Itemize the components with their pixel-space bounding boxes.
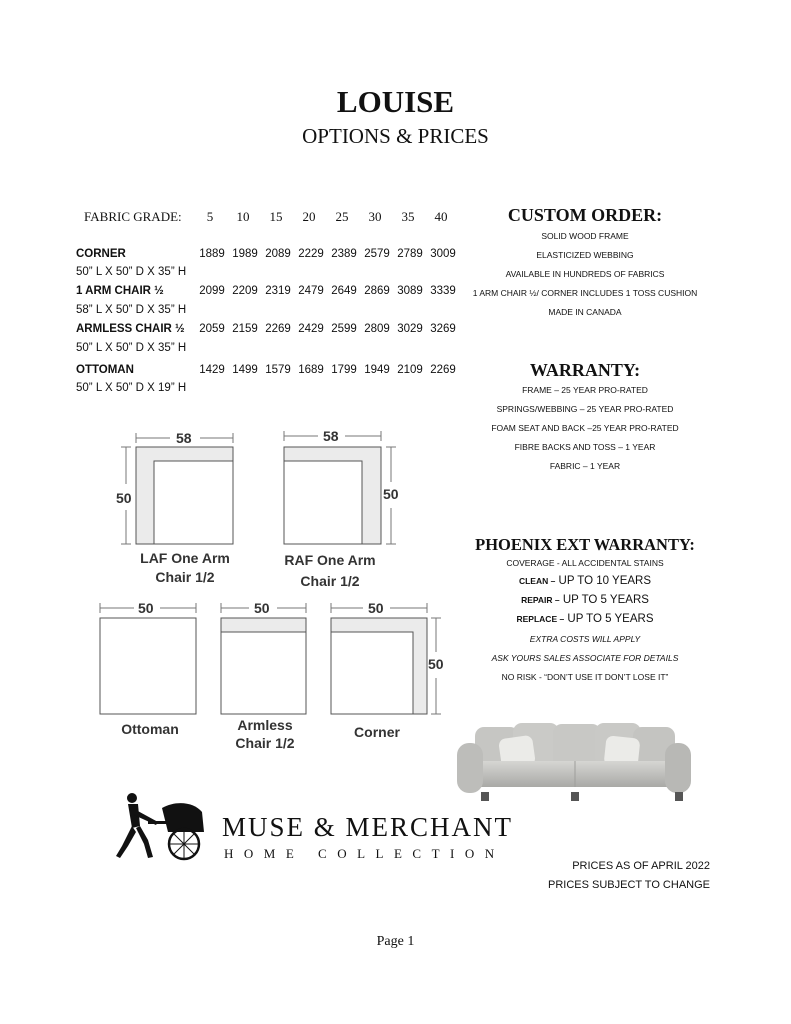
price-cell: 2209	[232, 285, 258, 297]
laf-label: Chair 1/2	[155, 569, 215, 585]
row-dims-corner: 50” L X 50” D X 35” H	[76, 266, 187, 278]
page-subtitle: OPTIONS & PRICES	[302, 124, 489, 148]
laf-label: LAF One Arm	[140, 550, 230, 566]
raf-label: Chair 1/2	[300, 573, 360, 589]
armless-label: Armless	[237, 717, 293, 733]
row-name-corner: CORNER	[76, 248, 126, 260]
raf-label: RAF One Arm	[284, 552, 376, 568]
corner-label: Corner	[354, 724, 400, 740]
rickshaw-logo-icon	[108, 788, 216, 863]
phoenix-value: UP TO 5 YEARS	[559, 594, 649, 606]
price-cell: 2809	[364, 323, 390, 335]
row-name-armless-chair: ARMLESS CHAIR ½	[76, 323, 185, 335]
phoenix-heading: PHOENIX EXT WARRANTY:	[475, 535, 695, 554]
price-cell: 2319	[265, 285, 291, 297]
price-cell: 2579	[364, 248, 390, 260]
row-dims-armless-chair: 50” L X 50” D X 35” H	[76, 342, 187, 354]
price-cell: 3009	[430, 248, 456, 260]
custom-order-line: 1 ARM CHAIR ½/ CORNER INCLUDES 1 TOSS CUSHION	[472, 288, 698, 298]
phoenix-note: NO RISK - “DON’T USE IT DON’T LOSE IT”	[501, 672, 669, 682]
page-number: Page 1	[376, 934, 415, 949]
page-title: LOUISE	[336, 84, 455, 119]
price-cell: 1689	[298, 364, 324, 376]
price-cell: 2789	[397, 248, 423, 260]
warranty-heading: WARRANTY:	[529, 360, 641, 380]
price-cell: 2109	[397, 364, 423, 376]
price-cell: 1889	[199, 248, 225, 260]
price-cell: 2649	[331, 285, 357, 297]
phoenix-value: UP TO 5 YEARS	[564, 613, 654, 625]
custom-order-line: SOLID WOOD FRAME	[541, 231, 629, 241]
warranty-line: FOAM SEAT AND BACK –25 YEAR PRO-RATED	[491, 423, 679, 433]
price-cell: 1989	[232, 248, 258, 260]
armless-width: 50	[254, 600, 270, 616]
price-cell: 1949	[364, 364, 390, 376]
price-cell: 2099	[199, 285, 225, 297]
phoenix-key: REPAIR –	[521, 595, 560, 605]
laf-depth: 50	[116, 490, 132, 506]
sofa-image	[455, 715, 695, 807]
brand-sub: HOME COLLECTION	[224, 846, 505, 861]
price-cell: 3269	[430, 323, 456, 335]
armless-label: Chair 1/2	[235, 735, 295, 751]
price-cell: 2059	[199, 323, 225, 335]
row-dims-arm-chair: 58” L X 50” D X 35” H	[76, 304, 187, 316]
prices-as-of: PRICES AS OF APRIL 2022	[572, 860, 710, 872]
price-cell: 2269	[430, 364, 456, 376]
price-cell: 2389	[331, 248, 357, 260]
price-cell: 2159	[232, 323, 258, 335]
phoenix-key: REPLACE –	[516, 614, 565, 624]
row-name-ottoman: OTTOMAN	[76, 364, 134, 376]
grade-header: 40	[434, 209, 448, 224]
custom-order-line: MADE IN CANADA	[548, 307, 622, 317]
custom-order-line: ELASTICIZED WEBBING	[536, 250, 634, 260]
grade-header: 30	[368, 209, 382, 224]
price-cell: 1579	[265, 364, 291, 376]
warranty-line: SPRINGS/WEBBING – 25 YEAR PRO-RATED	[496, 404, 674, 414]
custom-order-line: AVAILABLE IN HUNDREDS OF FABRICS	[505, 269, 665, 279]
grade-header: 20	[302, 209, 316, 224]
price-cell: 3089	[397, 285, 423, 297]
laf-width: 58	[176, 430, 192, 446]
row-dims-ottoman: 50” L X 50” D X 19” H	[76, 382, 187, 394]
phoenix-note: ASK YOURS SALES ASSOCIATE FOR DETAILS	[491, 653, 679, 663]
price-cell: 3029	[397, 323, 423, 335]
ottoman-outline	[100, 618, 196, 714]
warranty-line: FIBRE BACKS AND TOSS – 1 YEAR	[514, 442, 656, 452]
price-cell: 1499	[232, 364, 258, 376]
price-cell: 2269	[265, 323, 291, 335]
price-cell: 2479	[298, 285, 324, 297]
raf-width: 58	[323, 428, 339, 444]
phoenix-coverage: COVERAGE - ALL ACCIDENTAL STAINS	[506, 558, 664, 568]
prices-subject: PRICES SUBJECT TO CHANGE	[548, 879, 710, 891]
phoenix-value: UP TO 10 YEARS	[555, 575, 652, 587]
fabric-grade-label: FABRIC GRADE:	[84, 209, 182, 224]
warranty-line: FRAME – 25 YEAR PRO-RATED	[522, 385, 648, 395]
row-name-arm-chair: 1 ARM CHAIR ½	[76, 285, 164, 297]
price-cell: 1429	[199, 364, 225, 376]
grade-header: 15	[269, 209, 283, 224]
price-cell: 2599	[331, 323, 357, 335]
warranty-line: FABRIC – 1 YEAR	[549, 461, 621, 471]
ottoman-label: Ottoman	[121, 721, 179, 737]
armless-back	[221, 618, 306, 632]
price-cell: 2869	[364, 285, 390, 297]
brand-name: MUSE & MERCHANT	[222, 812, 514, 842]
price-cell: 1799	[331, 364, 357, 376]
phoenix-key: CLEAN –	[518, 576, 556, 586]
custom-order-heading: CUSTOM ORDER:	[507, 205, 663, 225]
grade-header: 5	[206, 209, 214, 224]
price-cell: 2429	[298, 323, 324, 335]
grade-header: 10	[236, 209, 250, 224]
price-cell: 2229	[298, 248, 324, 260]
ottoman-width: 50	[138, 600, 154, 616]
grade-header: 35	[401, 209, 415, 224]
grade-header: 25	[335, 209, 349, 224]
raf-depth: 50	[383, 486, 399, 502]
corner-depth: 50	[428, 656, 444, 672]
phoenix-note: EXTRA COSTS WILL APPLY	[529, 634, 641, 644]
price-cell: 3339	[430, 285, 456, 297]
price-cell: 2089	[265, 248, 291, 260]
corner-width: 50	[368, 600, 384, 616]
